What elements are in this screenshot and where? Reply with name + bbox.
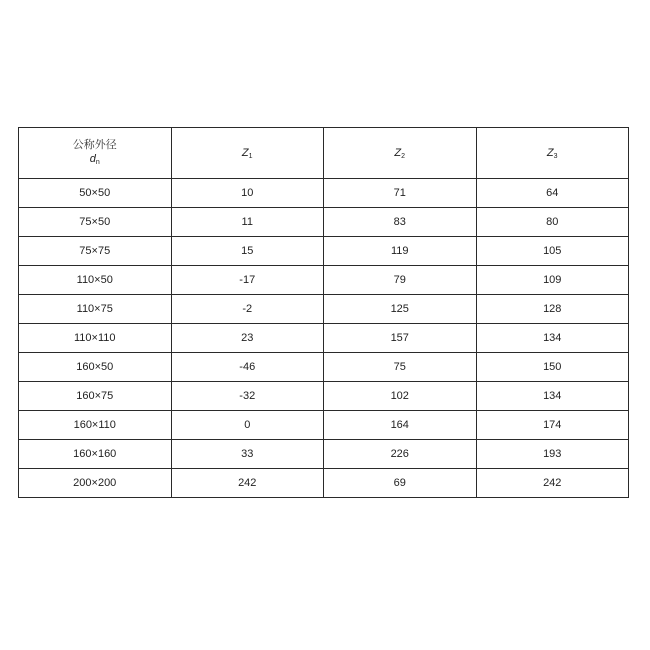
cell-size: 160×160 xyxy=(19,440,172,469)
header-z2-subscript: 2 xyxy=(401,152,406,160)
cell-z3: 128 xyxy=(476,295,629,324)
cell-z1: -17 xyxy=(171,266,324,295)
header-dn-letter: d xyxy=(89,152,96,165)
cell-z1: -2 xyxy=(171,295,324,324)
cell-size: 75×50 xyxy=(19,208,172,237)
cell-z1: 23 xyxy=(171,324,324,353)
table-row xyxy=(19,237,629,266)
header-z1 xyxy=(171,128,324,179)
table-row xyxy=(19,295,629,324)
table-row xyxy=(19,266,629,295)
table-row xyxy=(19,382,629,411)
cell-z1: -46 xyxy=(171,353,324,382)
table-row xyxy=(19,179,629,208)
cell-z2: 75 xyxy=(324,353,477,382)
cell-z2: 83 xyxy=(324,208,477,237)
cell-size: 50×50 xyxy=(19,179,172,208)
cell-size: 110×75 xyxy=(19,295,172,324)
cell-z2: 69 xyxy=(324,469,477,498)
header-dn-subscript: n xyxy=(95,158,100,166)
cell-z1: -32 xyxy=(171,382,324,411)
cell-z2: 226 xyxy=(324,440,477,469)
header-z2 xyxy=(324,128,477,179)
cell-z3: 109 xyxy=(476,266,629,295)
table-row xyxy=(19,324,629,353)
cell-z3: 242 xyxy=(476,469,629,498)
cell-size: 160×75 xyxy=(19,382,172,411)
cell-size: 75×75 xyxy=(19,237,172,266)
header-nominal-diameter xyxy=(19,128,172,179)
header-z3-subscript: 3 xyxy=(553,152,558,160)
cell-z2: 125 xyxy=(324,295,477,324)
cell-z3: 134 xyxy=(476,324,629,353)
header-nominal-diameter-symbol xyxy=(19,152,171,170)
cell-size: 160×110 xyxy=(19,411,172,440)
fitting-dimensions-table xyxy=(18,127,629,498)
header-z2-symbol: Z xyxy=(394,146,402,159)
cell-z3: 105 xyxy=(476,237,629,266)
cell-z1: 11 xyxy=(171,208,324,237)
table-row xyxy=(19,469,629,498)
fitting-dimensions-table-wrapper xyxy=(18,127,628,498)
header-z1-subscript: 1 xyxy=(248,152,253,160)
table-row xyxy=(19,353,629,382)
header-z3 xyxy=(476,128,629,179)
cell-z2: 71 xyxy=(324,179,477,208)
cell-z2: 119 xyxy=(324,237,477,266)
cell-z1: 242 xyxy=(171,469,324,498)
header-z1-symbol: Z xyxy=(241,146,249,159)
cell-z3: 80 xyxy=(476,208,629,237)
cell-z1: 33 xyxy=(171,440,324,469)
cell-z3: 150 xyxy=(476,353,629,382)
header-nominal-diameter-label: 公称外径 xyxy=(72,137,117,151)
cell-size: 200×200 xyxy=(19,469,172,498)
header-z3-symbol: Z xyxy=(546,146,554,159)
cell-z1: 10 xyxy=(171,179,324,208)
cell-size: 110×110 xyxy=(19,324,172,353)
cell-size: 110×50 xyxy=(19,266,172,295)
cell-size: 160×50 xyxy=(19,353,172,382)
table-row xyxy=(19,411,629,440)
table-row xyxy=(19,440,629,469)
cell-z3: 174 xyxy=(476,411,629,440)
cell-z2: 164 xyxy=(324,411,477,440)
cell-z1: 0 xyxy=(171,411,324,440)
cell-z2: 157 xyxy=(324,324,477,353)
cell-z3: 193 xyxy=(476,440,629,469)
cell-z1: 15 xyxy=(171,237,324,266)
cell-z2: 79 xyxy=(324,266,477,295)
cell-z2: 102 xyxy=(324,382,477,411)
table-row xyxy=(19,208,629,237)
cell-z3: 64 xyxy=(476,179,629,208)
cell-z3: 134 xyxy=(476,382,629,411)
table-header-row xyxy=(19,128,629,179)
